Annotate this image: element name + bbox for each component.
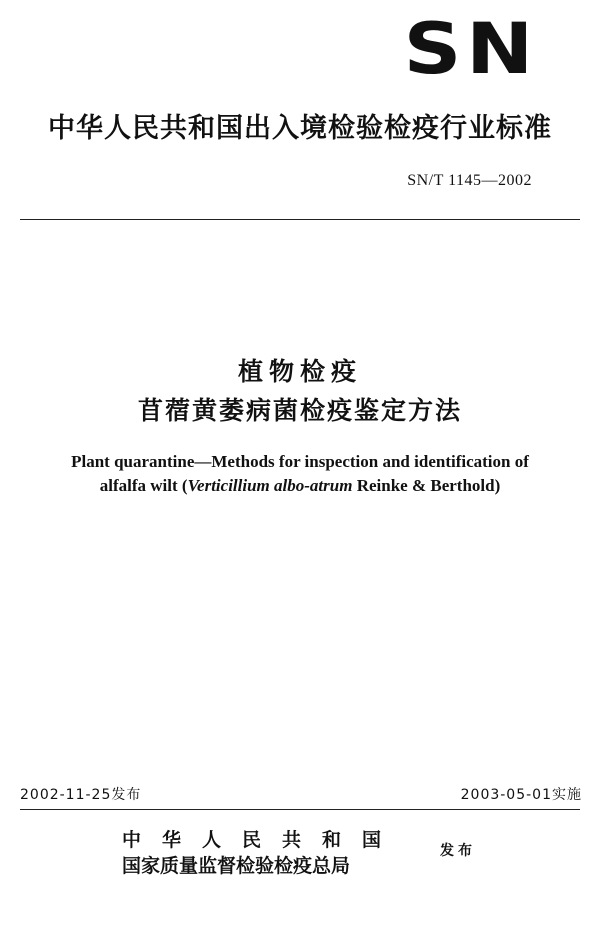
english-title-line2-prefix: alfalfa wilt ( — [99, 476, 188, 495]
english-title-line1: Plant quarantine—Methods for inspection and identification of — [71, 452, 529, 471]
issuer-action: 发布 — [440, 843, 476, 859]
bottom-divider — [20, 809, 580, 810]
industry-standard-title: 中华人民共和国出入境检验检疫行业标准 — [48, 113, 552, 144]
chinese-title-line2: 苜蓿黄萎病菌检疫鉴定方法 — [137, 396, 462, 425]
top-divider — [20, 219, 580, 220]
issuer-country: 中华人民共和国 — [122, 829, 403, 851]
chinese-title-line1: 植物检疫 — [237, 357, 362, 386]
english-title — [20, 450, 580, 498]
issuer-agency: 国家质量监督检验检疫总局 — [122, 855, 351, 877]
english-title-line2-suffix: Reinke & Berthold) — [352, 476, 501, 495]
english-title-species: Verticillium albo-atrum — [187, 476, 353, 495]
english-title-line2 — [20, 474, 580, 498]
issue-date: 2002-11-25发布 — [20, 787, 142, 803]
standard-number: SN/T 1145—2002 — [407, 172, 532, 189]
effective-date: 2003-05-01实施 — [460, 787, 582, 803]
sn-logo: SN — [403, 8, 538, 90]
